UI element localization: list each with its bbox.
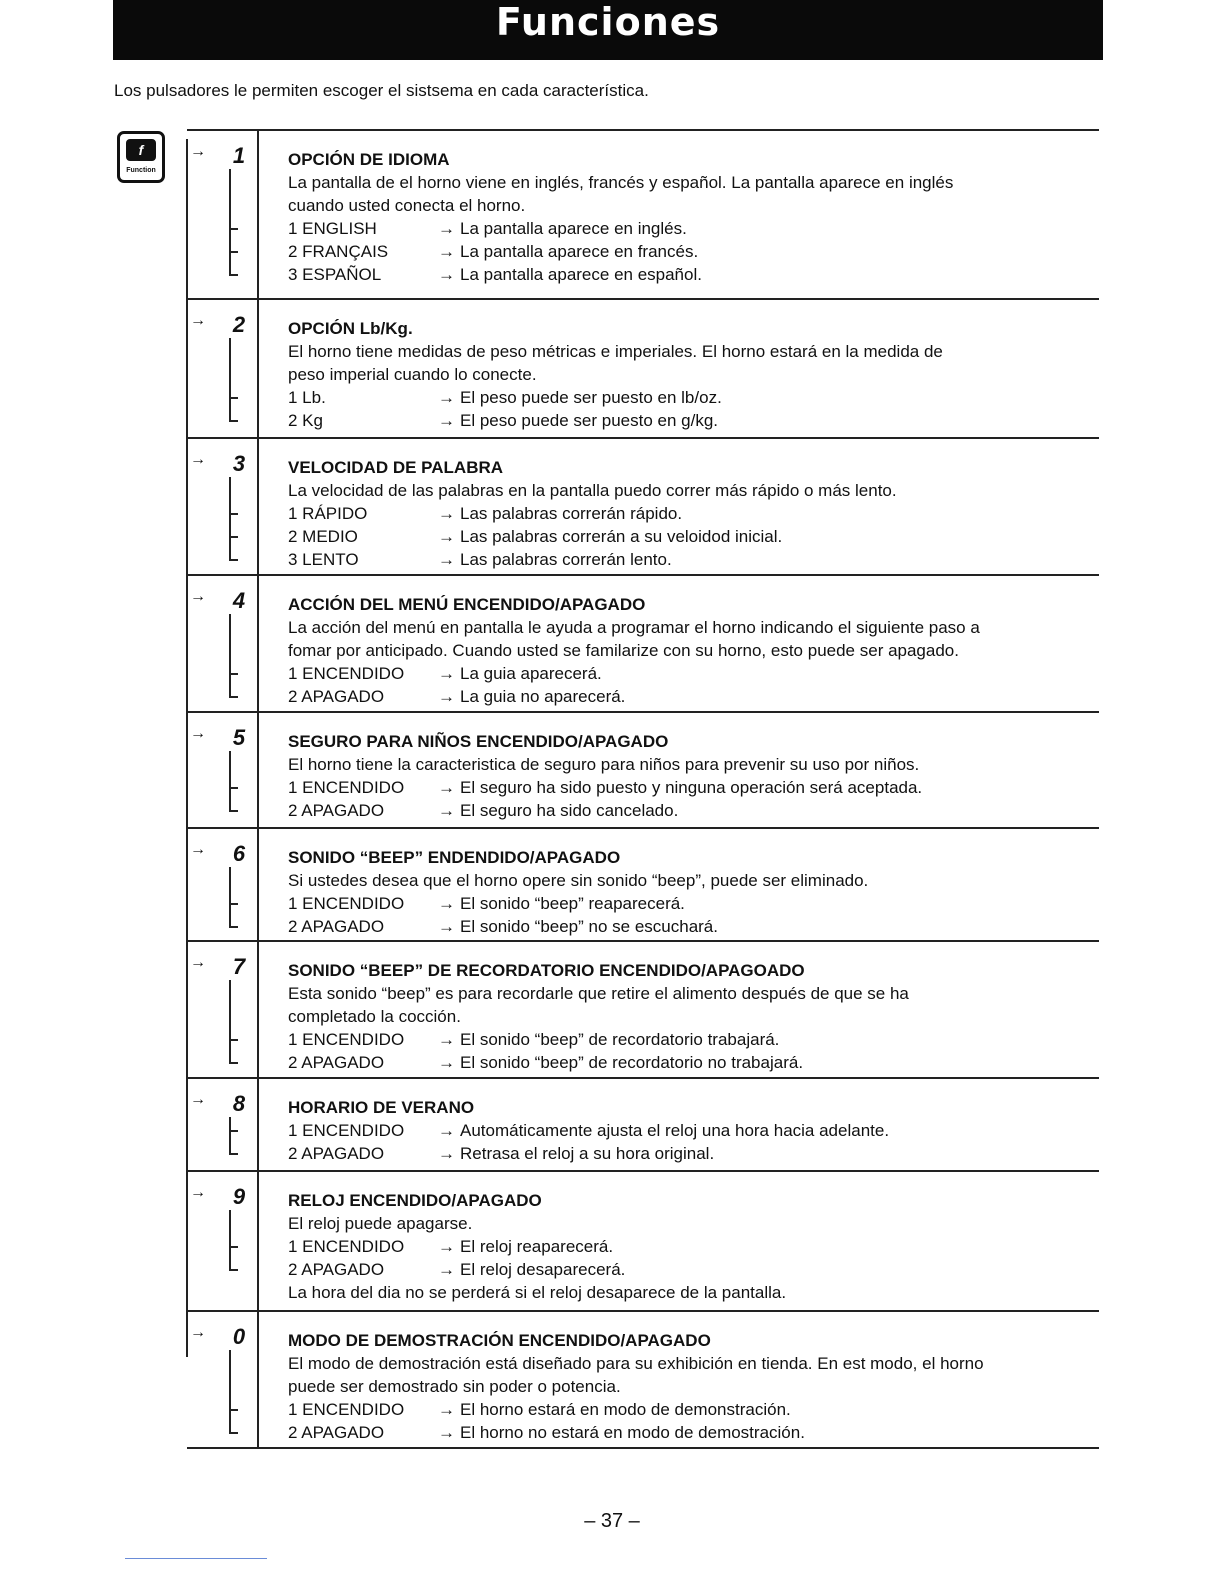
option-row <box>288 1421 1103 1444</box>
row-divider <box>187 827 1099 829</box>
column-divider <box>257 298 259 437</box>
function-number: 1 <box>232 143 246 168</box>
function-description: El horno tiene medidas de peso métricas e imperiales. El horno estará en la medida de <box>288 342 943 361</box>
flow-arrow-icon: → <box>190 451 206 468</box>
option-result: La guia aparecerá. <box>460 664 602 683</box>
option-key: 2 APAGADO <box>288 1260 385 1279</box>
function-description: La velocidad de las palabras en la pantalla puedo correr más rápido o más lento. <box>288 481 897 500</box>
flow-arrow-icon: → <box>190 588 206 605</box>
option-result: La guia no aparecerá. <box>460 687 626 706</box>
option-result: Las palabras correrán lento. <box>460 550 672 569</box>
function-glyph: f <box>126 139 156 161</box>
function-number: 6 <box>232 841 246 866</box>
function-item <box>288 317 1103 432</box>
option-key: 1 ENCENDIDO <box>288 778 405 797</box>
function-description: El modo de demostración está diseñado para su exhibición en tienda. En est modo, el horno <box>288 1354 984 1373</box>
function-title: VELOCIDAD DE PALABRA <box>288 458 504 477</box>
flow-arrow-icon: → <box>190 1324 206 1341</box>
option-key: 2 APAGADO <box>288 801 385 820</box>
option-bracket <box>229 338 231 421</box>
option-key: 3 ESPAÑOL <box>288 265 382 284</box>
option-result: El sonido “beep” de recordatorio trabajará. <box>460 1030 780 1049</box>
option-row <box>288 386 1103 409</box>
arrow-right-icon: → <box>438 1144 455 1163</box>
option-key: 1 ENCENDIDO <box>288 894 405 913</box>
option-row <box>288 892 1103 915</box>
option-row <box>288 799 1103 822</box>
option-bracket <box>229 751 231 811</box>
option-row <box>288 217 1103 240</box>
option-result: El horno no estará en modo de demostración. <box>460 1423 805 1442</box>
flow-arrow-icon: → <box>190 143 206 160</box>
option-result: El sonido “beep” no se escuchará. <box>460 917 718 936</box>
option-row <box>288 263 1103 286</box>
row-divider <box>187 1170 1099 1172</box>
option-result: El reloj desaparecerá. <box>460 1260 626 1279</box>
arrow-right-icon: → <box>438 687 455 706</box>
column-divider <box>257 1170 259 1310</box>
option-row <box>288 1028 1103 1051</box>
function-title: SEGURO PARA NIÑOS ENCENDIDO/APAGADO <box>288 732 669 751</box>
arrow-right-icon: → <box>438 664 455 683</box>
option-tick <box>229 274 238 276</box>
row-divider <box>187 298 1099 300</box>
option-key: 1 RÁPIDO <box>288 504 368 523</box>
option-row <box>288 240 1103 263</box>
option-row <box>288 1142 1103 1165</box>
function-title: SONIDO “BEEP” DE RECORDATORIO ENCENDIDO/APAGOADO <box>288 961 805 980</box>
option-bracket <box>229 980 231 1063</box>
function-title: MODO DE DEMOSTRACIÓN ENCENDIDO/APAGADO <box>288 1331 711 1350</box>
option-result: Retrasa el reloj a su hora original. <box>460 1144 715 1163</box>
option-bracket <box>229 614 231 697</box>
function-note: La hora del dia no se perderá si el reloj desaparece de la pantalla. <box>288 1283 787 1302</box>
function-item <box>288 148 1103 286</box>
option-row <box>288 548 1103 571</box>
option-bracket <box>229 1117 231 1154</box>
arrow-right-icon: → <box>438 242 455 261</box>
column-divider <box>257 711 259 827</box>
function-number: 4 <box>232 588 246 613</box>
function-title: OPCIÓN Lb/Kg. <box>288 319 413 338</box>
arrow-right-icon: → <box>438 1121 455 1140</box>
option-result: La pantalla aparece en español. <box>460 265 702 284</box>
function-description: Si ustedes desea que el horno opere sin sonido “beep”, puede ser eliminado. <box>288 871 869 890</box>
option-row <box>288 685 1103 708</box>
function-title: ACCIÓN DEL MENÚ ENCENDIDO/APAGADO <box>288 595 646 614</box>
flow-arrow-icon: → <box>190 725 206 742</box>
function-number: 5 <box>232 725 246 750</box>
row-divider <box>187 1447 1099 1449</box>
function-description: fomar por anticipado. Cuando usted se familarize con su horno, esto puede ser apagado. <box>288 641 959 660</box>
option-row <box>288 1119 1103 1142</box>
option-tick <box>229 1409 238 1411</box>
function-description: Esta sonido “beep” es para recordarle que retire el alimento después de que se ha <box>288 984 909 1003</box>
function-title: SONIDO “BEEP” ENDENDIDO/APAGADO <box>288 848 621 867</box>
option-row <box>288 525 1103 548</box>
option-result: Las palabras correrán rápido. <box>460 504 683 523</box>
option-key: 2 Kg <box>288 411 323 430</box>
option-tick <box>229 673 238 675</box>
option-tick <box>229 696 238 698</box>
function-description: completado la cocción. <box>288 1007 461 1026</box>
option-key: 2 APAGADO <box>288 1053 385 1072</box>
option-bracket <box>229 1210 231 1270</box>
function-item <box>288 730 1103 822</box>
option-bracket <box>229 169 231 275</box>
arrow-right-icon: → <box>438 550 455 569</box>
option-result: El sonido “beep” reaparecerá. <box>460 894 685 913</box>
option-result: Las palabras correrán a su veloidod inicial. <box>460 527 783 546</box>
option-result: El peso puede ser puesto en lb/oz. <box>460 388 722 407</box>
function-description: puede ser demostrado sin poder o potencia. <box>288 1377 621 1396</box>
option-row <box>288 1398 1103 1421</box>
option-key: 2 MEDIO <box>288 527 358 546</box>
option-tick <box>229 810 238 812</box>
arrow-right-icon: → <box>438 411 455 430</box>
function-number: 7 <box>232 954 246 979</box>
arrow-right-icon: → <box>438 1237 455 1256</box>
option-result: Automáticamente ajusta el reloj una hora hacia adelante. <box>460 1121 890 1140</box>
option-tick <box>229 926 238 928</box>
column-divider <box>257 129 259 298</box>
option-tick <box>229 1269 238 1271</box>
function-item <box>288 593 1103 708</box>
arrow-right-icon: → <box>438 388 455 407</box>
arrow-right-icon: → <box>438 1400 455 1419</box>
option-result: El seguro ha sido puesto y ninguna operación será aceptada. <box>460 778 923 797</box>
flow-arrow-icon: → <box>190 841 206 858</box>
option-result: La pantalla aparece en francés. <box>460 242 699 261</box>
column-divider <box>257 940 259 1077</box>
option-tick <box>229 1039 238 1041</box>
arrow-right-icon: → <box>438 778 455 797</box>
option-tick <box>229 513 238 515</box>
arrow-right-icon: → <box>438 265 455 284</box>
row-divider <box>187 1077 1099 1079</box>
option-tick <box>229 559 238 561</box>
arrow-right-icon: → <box>438 219 455 238</box>
option-key: 1 ENCENDIDO <box>288 1030 405 1049</box>
option-row <box>288 502 1103 525</box>
function-number: 0 <box>232 1324 246 1349</box>
function-number: 8 <box>232 1091 246 1116</box>
page-number: – 37 – <box>584 1510 640 1532</box>
flow-arrow-icon: → <box>190 954 206 971</box>
row-divider <box>187 437 1099 439</box>
option-tick <box>229 1153 238 1155</box>
arrow-right-icon: → <box>438 801 455 820</box>
option-result: El seguro ha sido cancelado. <box>460 801 679 820</box>
column-divider <box>257 1077 259 1170</box>
function-title: HORARIO DE VERANO <box>288 1098 475 1117</box>
option-result: La pantalla aparece en inglés. <box>460 219 687 238</box>
column-divider <box>257 827 259 940</box>
option-bracket <box>229 867 231 927</box>
option-result: El sonido “beep” de recordatorio no trabajará. <box>460 1053 804 1072</box>
option-key: 2 APAGADO <box>288 1423 385 1442</box>
row-divider <box>187 940 1099 942</box>
option-tick <box>229 1246 238 1248</box>
intro-text: Los pulsadores le permiten escoger el sistsema en cada característica. <box>114 81 649 100</box>
option-row <box>288 1051 1103 1074</box>
arrow-right-icon: → <box>438 1030 455 1049</box>
option-key: 2 APAGADO <box>288 917 385 936</box>
option-row <box>288 409 1103 432</box>
function-description: El reloj puede apagarse. <box>288 1214 473 1233</box>
row-divider <box>187 574 1099 576</box>
arrow-right-icon: → <box>438 1260 455 1279</box>
function-icon-label: Function <box>126 167 156 174</box>
option-tick <box>229 903 238 905</box>
option-tick <box>229 1130 238 1132</box>
page-title: Funciones <box>113 0 1103 60</box>
flow-connector <box>186 139 188 1357</box>
option-tick <box>229 787 238 789</box>
row-divider <box>187 711 1099 713</box>
function-item <box>288 456 1103 571</box>
function-item <box>288 846 1103 938</box>
function-item <box>288 1096 1103 1165</box>
option-result: El peso puede ser puesto en g/kg. <box>460 411 719 430</box>
function-item <box>288 1189 1103 1304</box>
function-number: 3 <box>232 451 246 476</box>
function-number: 9 <box>232 1184 246 1209</box>
option-key: 1 ENCENDIDO <box>288 1400 405 1419</box>
function-item <box>288 959 1103 1074</box>
option-row <box>288 1258 1103 1281</box>
option-key: 2 FRANÇAIS <box>288 242 389 261</box>
option-tick <box>229 397 238 399</box>
divider <box>125 1558 267 1559</box>
arrow-right-icon: → <box>438 504 455 523</box>
option-result: El horno estará en modo de demonstración. <box>460 1400 791 1419</box>
option-key: 1 ENCENDIDO <box>288 1121 405 1140</box>
option-bracket <box>229 477 231 560</box>
arrow-right-icon: → <box>438 1423 455 1442</box>
arrow-right-icon: → <box>438 1053 455 1072</box>
option-tick <box>229 1062 238 1064</box>
option-key: 2 APAGADO <box>288 1144 385 1163</box>
option-tick <box>229 420 238 422</box>
flow-arrow-icon: → <box>190 1091 206 1108</box>
column-divider <box>257 437 259 574</box>
option-key: 3 LENTO <box>288 550 359 569</box>
option-bracket <box>229 1350 231 1433</box>
option-result: El reloj reaparecerá. <box>460 1237 614 1256</box>
option-row <box>288 915 1103 938</box>
option-row <box>288 1235 1103 1258</box>
option-key: 1 Lb. <box>288 388 326 407</box>
column-divider <box>257 1310 259 1447</box>
function-description: La acción del menú en pantalla le ayuda a programar el horno indicando el siguiente paso a <box>288 618 980 637</box>
function-item <box>288 1329 1103 1444</box>
flow-arrow-icon: → <box>190 312 206 329</box>
row-divider <box>187 1310 1099 1312</box>
function-description: El horno tiene la caracteristica de seguro para niños para prevenir su uso por niños. <box>288 755 920 774</box>
function-description: La pantalla de el horno viene en inglés, francés y español. La pantalla aparece en inglés <box>288 173 954 192</box>
option-row <box>288 662 1103 685</box>
option-key: 1 ENGLISH <box>288 219 377 238</box>
option-tick <box>229 251 238 253</box>
column-divider <box>257 574 259 711</box>
option-key: 1 ENCENDIDO <box>288 664 405 683</box>
function-title: RELOJ ENCENDIDO/APAGADO <box>288 1191 542 1210</box>
option-tick <box>229 228 238 230</box>
function-description: peso imperial cuando lo conecte. <box>288 365 537 384</box>
flow-arrow-icon: → <box>190 1184 206 1201</box>
option-key: 2 APAGADO <box>288 687 385 706</box>
arrow-right-icon: → <box>438 894 455 913</box>
option-key: 1 ENCENDIDO <box>288 1237 405 1256</box>
function-number: 2 <box>232 312 246 337</box>
option-tick <box>229 536 238 538</box>
row-divider <box>187 129 1099 131</box>
arrow-right-icon: → <box>438 527 455 546</box>
option-tick <box>229 1432 238 1434</box>
function-title: OPCIÓN DE IDIOMA <box>288 150 450 169</box>
option-row <box>288 776 1103 799</box>
arrow-right-icon: → <box>438 917 455 936</box>
function-description: cuando usted conecta el horno. <box>288 196 526 215</box>
